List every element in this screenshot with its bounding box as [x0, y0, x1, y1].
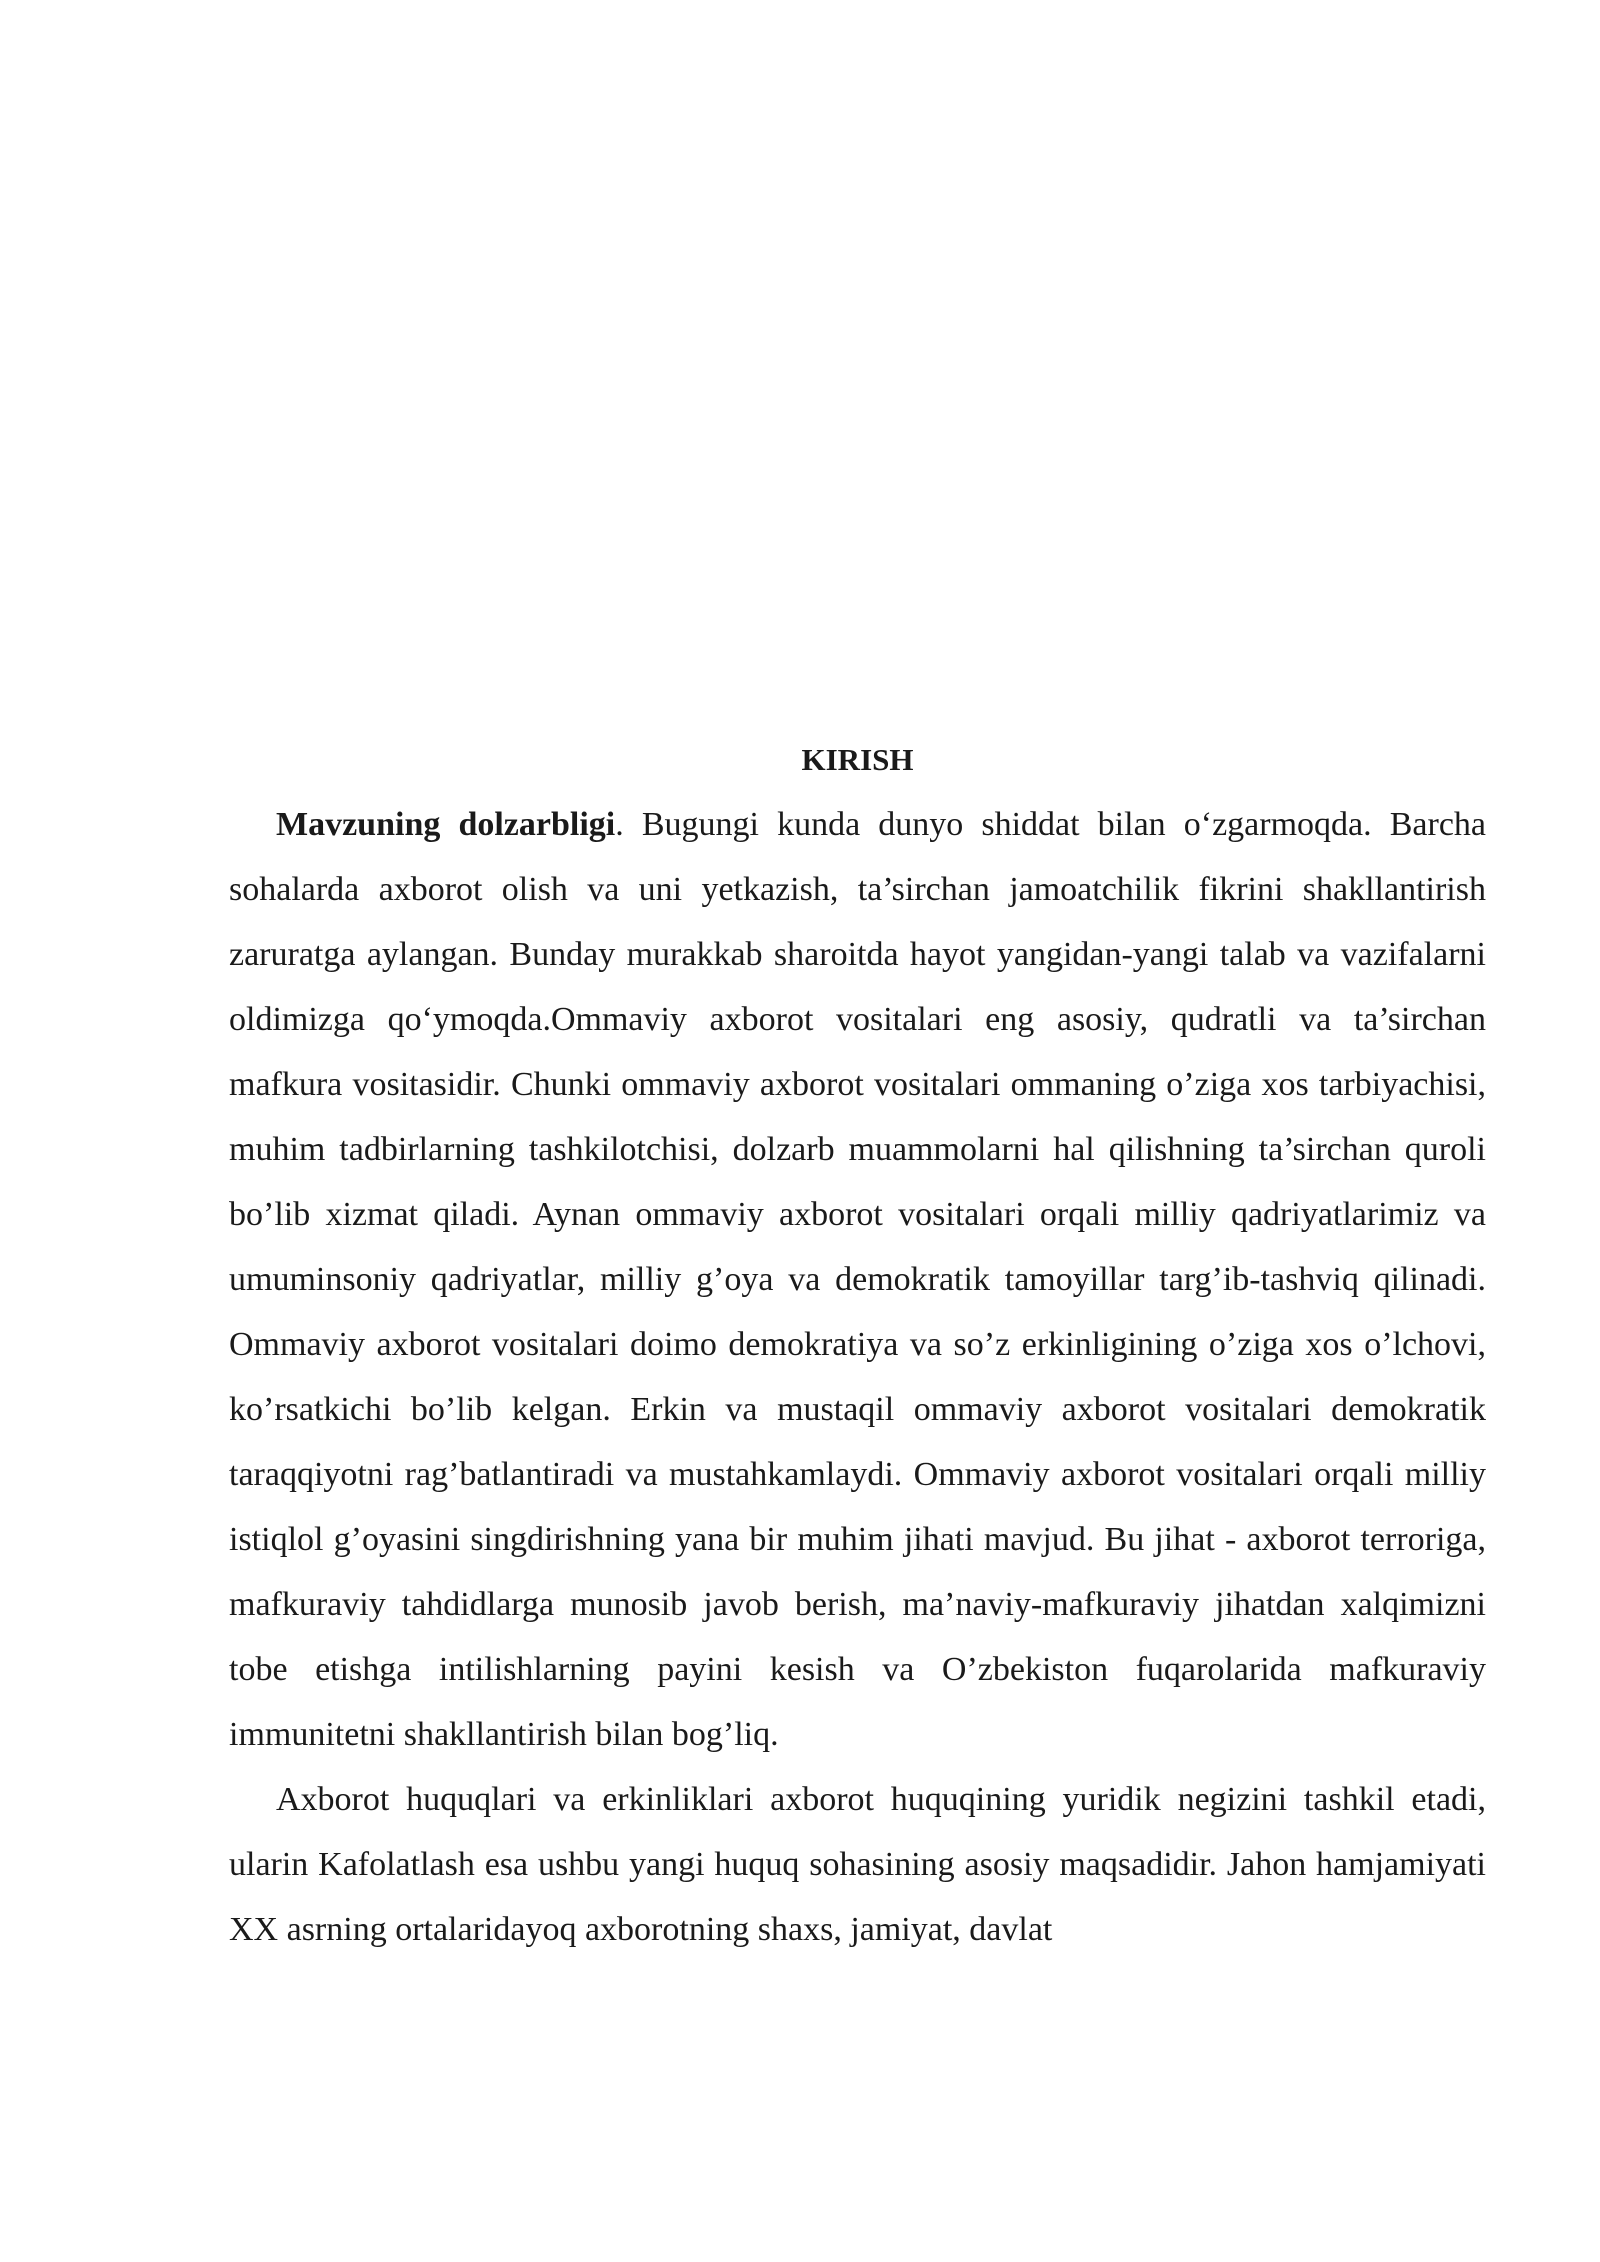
section-heading: KIRISH: [801, 742, 914, 777]
paragraph-text: . Bugungi kunda dunyo shiddat bilan o‘zgarmoqda. Barcha sohalarda axborot olish va uni yetkazish, ta’sirchan jamoatchilik fikrini shakllantirish zaruratga aylangan. Bunday murakkab sharoitda hayot yangidan-yangi talab va vazifalarni oldimizga qo‘ymoqda.Ommaviy axborot vositalari eng asosiy, qudratli va ta’sirchan mafkura vositasidir. Chunki ommaviy axborot vositalari ommaning o’ziga xos tarbiyachisi, muhim tadbirlarning tashkilotchisi, dolzarb muammolarni hal qilishning ta’sirchan quroli bo’lib xizmat qiladi. Aynan ommaviy axborot vositalari orqali milliy qadriyatlarimiz va umuminsoniy qadriyatlar, milliy g’oya va demokratik tamoyillar targ’ib-tashviq qilinadi. Ommaviy axborot vositalari doimo demokratiya va so’z erkinligining o’ziga xos o’lchovi, ko’rsatkichi bo’lib kelgan. Erkin va mustaqil ommaviy axborot vositalari demokratik taraqqiyotni rag’batlantiradi va mustahkamlaydi. Ommaviy axborot vositalari orqali milliy istiqlol g’oyasini singdirishning yana bir muhim jihati mavjud. Bu jihat - axborot terroriga, mafkuraviy tahdidlarga munosib javob berish, ma’naviy-mafkuraviy jihatdan xalqimizni tobe etishga intilishlarning payini kesish va O’zbekiston fuqarolarida mafkuraviy immunitetni shakllantirish bilan bog’liq.: [229, 806, 1486, 1753]
paragraph-lead: Mavzuning dolzarbligi: [276, 806, 616, 843]
document-body: [229, 736, 1486, 1962]
paragraph-rights: Axborot huquqlari va erkinliklari axborot huquqining yuridik negizini tashkil etadi, ularin Kafolatlash esa ushbu yangi huquq sohasining asosiy maqsadidir. Jahon hamjamiyati XX asrning ortalaridayoq axborotning shaxs, jamiyat, davlat: [229, 1781, 1486, 1948]
paragraph-relevance: [229, 792, 1486, 1767]
